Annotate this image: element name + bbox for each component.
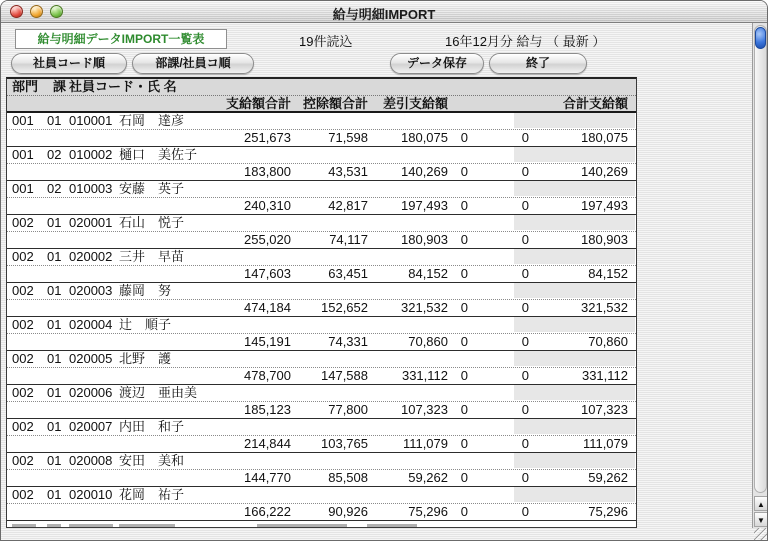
employee-code: 020006 bbox=[69, 385, 113, 400]
employee-name-row[interactable] bbox=[7, 215, 636, 232]
employee-section: 01 bbox=[47, 215, 62, 230]
grand-total-empty-cell bbox=[514, 147, 635, 162]
employee-code: 020008 bbox=[69, 453, 113, 468]
extra-1-value: 0 bbox=[460, 504, 468, 519]
amounts-grid bbox=[7, 504, 636, 520]
employee-code: 010003 bbox=[69, 181, 113, 196]
employee-section: 01 bbox=[47, 419, 62, 434]
extra-2-value: 0 bbox=[521, 402, 529, 417]
col-net-pay-label: 差引支給額 bbox=[382, 96, 448, 111]
amounts-grid bbox=[7, 266, 636, 282]
employee-name-row[interactable] bbox=[7, 487, 636, 504]
employee-dept: 001 bbox=[12, 181, 34, 196]
grand-total-value: 59,262 bbox=[588, 470, 628, 485]
extra-1-value: 0 bbox=[460, 334, 468, 349]
grand-total-empty-cell bbox=[514, 385, 635, 400]
deduction-total-value: 74,331 bbox=[328, 334, 368, 349]
employee-dept: 002 bbox=[12, 215, 34, 230]
amounts-grid bbox=[7, 470, 636, 486]
extra-2-value: 0 bbox=[521, 436, 529, 451]
pay-total-value: 145,191 bbox=[244, 334, 291, 349]
employee-name: 石岡 達彦 bbox=[119, 113, 185, 128]
clipped-text-fragment bbox=[69, 524, 113, 527]
pay-total-value: 147,603 bbox=[244, 266, 291, 281]
pay-total-value: 214,844 bbox=[244, 436, 291, 451]
pay-total-value: 183,800 bbox=[244, 164, 291, 179]
net-pay-value: 331,112 bbox=[401, 368, 448, 383]
grand-total-value: 180,075 bbox=[581, 130, 628, 145]
employee-amounts-row bbox=[7, 334, 636, 351]
extra-1-value: 0 bbox=[460, 300, 468, 315]
pay-total-value: 240,310 bbox=[244, 198, 291, 213]
net-pay-value: 111,079 bbox=[402, 436, 448, 451]
employee-code: 020005 bbox=[69, 351, 113, 366]
employee-name-row[interactable] bbox=[7, 385, 636, 402]
amounts-grid bbox=[7, 232, 636, 248]
employee-code: 020003 bbox=[69, 283, 113, 298]
grand-total-empty-cell bbox=[514, 181, 635, 196]
extra-1-value: 0 bbox=[460, 368, 468, 383]
grand-total-value: 70,860 bbox=[588, 334, 628, 349]
net-pay-value: 75,296 bbox=[408, 504, 448, 519]
employee-amounts-row bbox=[7, 470, 636, 487]
employee-code: 010001 bbox=[69, 113, 113, 128]
col-pay-total-label: 支給額合計 bbox=[225, 96, 291, 111]
scroll-up-icon[interactable]: ▲ bbox=[754, 496, 768, 511]
record-count: 19件読込 bbox=[299, 34, 353, 49]
pay-total-value: 474,184 bbox=[244, 300, 291, 315]
employee-section: 01 bbox=[47, 385, 62, 400]
net-pay-value: 59,262 bbox=[408, 470, 448, 485]
grand-total-empty-cell bbox=[514, 351, 635, 366]
employee-name: 渡辺 亜由美 bbox=[119, 385, 198, 400]
employee-name: 安藤 英子 bbox=[119, 181, 185, 196]
employee-dept: 002 bbox=[12, 249, 34, 264]
deduction-total-value: 77,800 bbox=[328, 402, 368, 417]
extra-2-value: 0 bbox=[521, 504, 529, 519]
col-extra-1-label bbox=[448, 96, 468, 112]
employee-section: 01 bbox=[47, 249, 62, 264]
employee-code: 020004 bbox=[69, 317, 113, 332]
amounts-grid bbox=[7, 164, 636, 180]
window-title: 給与明細IMPORT bbox=[332, 7, 436, 22]
report-title-badge bbox=[15, 29, 227, 49]
grand-total-value: 84,152 bbox=[588, 266, 628, 281]
grand-total-empty-cell bbox=[514, 283, 635, 298]
employee-code: 020002 bbox=[69, 249, 113, 264]
net-pay-value: 107,323 bbox=[401, 402, 448, 417]
resize-grip-icon[interactable] bbox=[754, 528, 768, 541]
employee-name-row[interactable] bbox=[7, 317, 636, 334]
amounts-grid bbox=[7, 402, 636, 418]
extra-2-value: 0 bbox=[521, 334, 529, 349]
amounts-grid bbox=[7, 198, 636, 214]
deduction-total-value: 90,926 bbox=[328, 504, 368, 519]
employee-dept: 002 bbox=[12, 487, 34, 502]
employee-dept: 002 bbox=[12, 385, 34, 400]
extra-1-value: 0 bbox=[460, 198, 468, 213]
grand-total-value: 111,079 bbox=[582, 436, 628, 451]
amounts-grid bbox=[7, 368, 636, 384]
amounts-grid bbox=[7, 436, 636, 452]
vertical-scrollbar[interactable] bbox=[752, 23, 768, 528]
employee-section: 01 bbox=[47, 113, 62, 128]
extra-2-value: 0 bbox=[521, 164, 529, 179]
col-section-label: 課 bbox=[53, 79, 67, 94]
scroll-down-icon[interactable]: ▼ bbox=[754, 512, 768, 527]
grand-total-value: 75,296 bbox=[588, 504, 628, 519]
employee-section: 02 bbox=[47, 181, 62, 196]
extra-1-value: 0 bbox=[460, 470, 468, 485]
employee-name-row[interactable] bbox=[7, 181, 636, 198]
deduction-total-value: 103,765 bbox=[321, 436, 368, 451]
col-dept-label: 部門 bbox=[12, 79, 39, 94]
amounts-grid bbox=[7, 334, 636, 350]
grand-total-value: 321,532 bbox=[581, 300, 628, 315]
table-header-row-2 bbox=[7, 96, 636, 113]
pay-total-value: 166,222 bbox=[244, 504, 291, 519]
employee-section: 01 bbox=[47, 283, 62, 298]
employee-name: 樋口 美佐子 bbox=[119, 147, 198, 162]
grand-total-value: 140,269 bbox=[581, 164, 628, 179]
extra-1-value: 0 bbox=[460, 266, 468, 281]
extra-1-value: 0 bbox=[460, 436, 468, 451]
employee-name: 辻 順子 bbox=[119, 317, 172, 332]
employee-dept: 001 bbox=[12, 113, 34, 128]
employee-section: 02 bbox=[47, 147, 62, 162]
table-body bbox=[7, 113, 636, 521]
pay-total-value: 185,123 bbox=[244, 402, 291, 417]
net-pay-value: 180,075 bbox=[401, 130, 448, 145]
employee-amounts-row bbox=[7, 504, 636, 521]
col-grand-total-label: 合計支給額 bbox=[562, 96, 628, 111]
grand-total-value: 180,903 bbox=[581, 232, 628, 247]
employee-name: 三井 早苗 bbox=[119, 249, 185, 264]
employee-name: 石山 悦子 bbox=[119, 215, 185, 230]
pay-total-value: 251,673 bbox=[244, 130, 291, 145]
grand-total-empty-cell bbox=[514, 453, 635, 468]
deduction-total-value: 85,508 bbox=[328, 470, 368, 485]
employee-amounts-row bbox=[7, 300, 636, 317]
table-header-row-1 bbox=[7, 79, 636, 96]
extra-1-value: 0 bbox=[460, 164, 468, 179]
employee-name: 花岡 祐子 bbox=[119, 487, 185, 502]
clipped-next-row bbox=[7, 521, 636, 528]
deduction-total-value: 71,598 bbox=[328, 130, 368, 145]
employee-name-row[interactable] bbox=[7, 113, 636, 130]
employee-name-row[interactable] bbox=[7, 453, 636, 470]
employee-section: 01 bbox=[47, 317, 62, 332]
employee-dept: 002 bbox=[12, 317, 34, 332]
grand-total-value: 331,112 bbox=[581, 368, 628, 383]
employee-amounts-row bbox=[7, 198, 636, 215]
employee-amounts-row bbox=[7, 232, 636, 249]
employee-code: 020010 bbox=[69, 487, 113, 502]
extra-2-value: 0 bbox=[521, 470, 529, 485]
employee-code: 020007 bbox=[69, 419, 113, 434]
grand-total-empty-cell bbox=[514, 419, 635, 434]
quit-button[interactable]: 終了 bbox=[489, 53, 587, 74]
scrollbar-thumb[interactable] bbox=[755, 27, 766, 49]
employee-amounts-row bbox=[7, 130, 636, 147]
employee-amounts-row bbox=[7, 164, 636, 181]
deduction-total-value: 147,588 bbox=[321, 368, 368, 383]
employee-amounts-row bbox=[7, 402, 636, 419]
clipped-text-fragment bbox=[367, 524, 417, 527]
deduction-total-value: 63,451 bbox=[328, 266, 368, 281]
grand-total-empty-cell bbox=[514, 487, 635, 502]
employee-amounts-row bbox=[7, 368, 636, 385]
net-pay-value: 180,903 bbox=[401, 232, 448, 247]
net-pay-value: 197,493 bbox=[401, 198, 448, 213]
extra-2-value: 0 bbox=[521, 266, 529, 281]
sort-by-employee-code-button[interactable]: 社員コード順 bbox=[11, 53, 127, 74]
employee-name-row[interactable] bbox=[7, 249, 636, 266]
extra-1-value: 0 bbox=[460, 402, 468, 417]
grand-total-value: 197,493 bbox=[581, 198, 628, 213]
pay-total-value: 255,020 bbox=[244, 232, 291, 247]
pay-total-value: 144,770 bbox=[244, 470, 291, 485]
col-code-name-label: 社員コード・氏 名 bbox=[69, 79, 177, 94]
pay-total-value: 478,700 bbox=[244, 368, 291, 383]
net-pay-value: 70,860 bbox=[408, 334, 448, 349]
extra-1-value: 0 bbox=[460, 130, 468, 145]
extra-1-value: 0 bbox=[460, 232, 468, 247]
sort-by-department-button[interactable]: 部課/社員コ順 bbox=[132, 53, 254, 74]
save-data-button[interactable]: データ保存 bbox=[390, 53, 484, 74]
employee-code: 010002 bbox=[69, 147, 113, 162]
deduction-total-value: 43,531 bbox=[328, 164, 368, 179]
employee-code: 020001 bbox=[69, 215, 113, 230]
employee-dept: 002 bbox=[12, 283, 34, 298]
col-deduction-total-label: 控除額合計 bbox=[302, 96, 368, 111]
grand-total-value: 107,323 bbox=[581, 402, 628, 417]
employee-section: 01 bbox=[47, 453, 62, 468]
grand-total-empty-cell bbox=[514, 249, 635, 264]
extra-2-value: 0 bbox=[521, 130, 529, 145]
employee-name: 安田 美和 bbox=[119, 453, 185, 468]
deduction-total-value: 42,817 bbox=[328, 198, 368, 213]
employee-name-row[interactable] bbox=[7, 419, 636, 436]
employee-name: 内田 和子 bbox=[119, 419, 185, 434]
employee-name: 北野 護 bbox=[119, 351, 172, 366]
clipped-text-fragment bbox=[47, 524, 61, 527]
employee-amounts-row bbox=[7, 266, 636, 283]
net-pay-value: 140,269 bbox=[401, 164, 448, 179]
clipped-text-fragment bbox=[257, 524, 347, 527]
window-content bbox=[1, 23, 768, 541]
employee-dept: 002 bbox=[12, 419, 34, 434]
title-bar[interactable] bbox=[1, 1, 767, 23]
employee-dept: 002 bbox=[12, 351, 34, 366]
employee-amounts-row bbox=[7, 436, 636, 453]
amounts-grid bbox=[7, 130, 636, 146]
employee-name-row[interactable] bbox=[7, 283, 636, 300]
scrollbar-track[interactable] bbox=[754, 25, 767, 493]
net-pay-value: 84,152 bbox=[408, 266, 448, 281]
extra-2-value: 0 bbox=[521, 198, 529, 213]
deduction-total-value: 152,652 bbox=[321, 300, 368, 315]
report-title: 給与明細データIMPORT一覧表 bbox=[37, 32, 205, 46]
employee-section: 01 bbox=[47, 487, 62, 502]
deduction-total-value: 74,117 bbox=[329, 232, 368, 247]
clipped-text-fragment bbox=[119, 524, 175, 527]
employee-name-row[interactable] bbox=[7, 147, 636, 164]
employee-dept: 001 bbox=[12, 147, 34, 162]
clipped-text-fragment bbox=[12, 524, 36, 527]
employee-name-row[interactable] bbox=[7, 351, 636, 368]
grand-total-empty-cell bbox=[514, 317, 635, 332]
grand-total-empty-cell bbox=[514, 215, 635, 230]
extra-2-value: 0 bbox=[521, 368, 529, 383]
employee-section: 01 bbox=[47, 351, 62, 366]
net-pay-value: 321,532 bbox=[401, 300, 448, 315]
amounts-grid bbox=[7, 300, 636, 316]
extra-2-value: 0 bbox=[521, 232, 529, 247]
col-extra-2-label bbox=[468, 96, 529, 112]
pay-period: 16年12月分 給与 （ 最新 ） bbox=[445, 34, 606, 49]
extra-2-value: 0 bbox=[521, 300, 529, 315]
grand-total-empty-cell bbox=[514, 113, 635, 128]
payroll-table bbox=[6, 77, 637, 528]
employee-name: 藤岡 努 bbox=[119, 283, 172, 298]
employee-dept: 002 bbox=[12, 453, 34, 468]
